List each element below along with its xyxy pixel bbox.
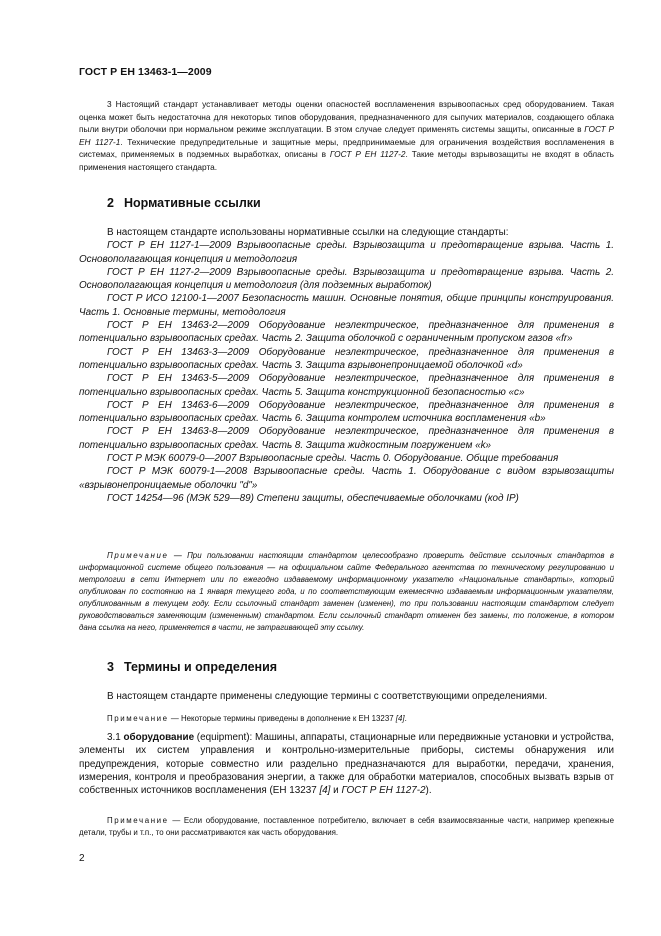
note-label: Примечание [107,816,169,825]
note-ref: [4] [395,714,405,723]
normative-ref: ГОСТ Р ЕН 13463-5—2009 Оборудование неэлектрическое, предназначенное для применения в потенциально взрывоопасных средах. Часть 5. Защита конструкционной безопасностью «c» [79,373,614,398]
section-3-heading [107,660,277,674]
document-header: ГОСТ Р ЕН 13463-1—2009 [79,66,212,78]
term-def-c: ). [425,785,432,797]
normative-ref: ГОСТ Р МЭК 60079-0—2007 Взрывоопасные среды. Часть 0. Оборудование. Общие требования [107,453,559,465]
normative-ref: ГОСТ Р ЕН 1127-1—2009 Взрывоопасные среды. Взрывозащита и предотвращение взрыва. Часть 1. Основополагающая концепция и методология [79,240,614,265]
note-label: Примечание [107,714,169,723]
normative-ref: ГОСТ Р ЕН 13463-3—2009 Оборудование неэлектрическое, предназначенное для применения в потенциально взрывоопасных средах. Часть 3. Защита взрывонепроницаемой оболочкой «d» [79,346,614,371]
term-ref-1: [4] [319,785,331,797]
section-2-number: 2 [107,196,114,210]
term-def-a: Машины, аппараты, стационарные или передвижные установки и устройства, элементы их систем управления и контрольно-измерительные приборы, системы обнаружения или предупреждения, которые совместно или раздельно предназначаются для выработки, передачи, хранения, измерения, контроля и преобразования энергии, а также для обработки материалов, способных вызвать взрыв от собственных источников воспламенения (ЕН 13237 [79,732,614,797]
section-2-title: Нормативные ссылки [123,196,261,210]
normative-ref: ГОСТ Р ИСО 12100-1—2007 Безопасность машин. Основные понятия, общие принципы конструирования. Часть 1. Основные термины, методология [79,293,614,318]
intro-ref-2: ГОСТ Р ЕН 1127-2 [329,149,406,159]
intro-text-b: . Технические предупредительные и защитные меры, предпринимаемые для ограничения воздействия воспламенения в системах, применяемых в подземных выработках, описаны в [79,136,614,159]
term-ref-2: ГОСТ Р ЕН 1127-2 [341,785,426,797]
section-3-note-2 [79,815,614,839]
intro-text-c: . Такие методы взрывозащиты не входят в область применения настоящего стандарта. [79,149,614,172]
term-english: (equipment): [194,732,253,743]
page-number: 2 [79,853,85,864]
normative-ref: ГОСТ Р ЕН 1127-2—2009 Взрывоопасные среды. Взрывозащита и предотвращение взрыва. Часть 2. Основополагающая концепция и методология (для подземных выработок) [79,266,614,292]
normative-ref: ГОСТ Р МЭК 60079-1—2008 Взрывоопасные среды. Часть 1. Оборудование с видом взрывозащиты «взрывонепроницаемые оболочки "d"» [79,466,614,491]
normative-ref: ГОСТ Р ЕН 13463-6—2009 Оборудование неэлектрическое, предназначенное для применения в потенциально взрывоопасных средах. Часть 6. Защита контролем источника воспламенения «b» [79,399,614,425]
note-label: Примечание [107,551,169,560]
normative-ref: ГОСТ 14254—96 (МЭК 529—89) Степени защиты, обеспечиваемые оболочками (код IP) [107,492,519,504]
section-2-heading [107,196,261,210]
section-3-number: 3 [107,660,114,674]
normative-ref: ГОСТ Р ЕН 13463-2—2009 Оборудование неэлектрическое, предназначенное для применения в потенциально взрывоопасных средах. Часть 2. Защита оболочкой с ограниченным пропуском газов «fr» [79,320,614,345]
term-def-b: и [330,785,342,797]
section-3-lead: В настоящем стандарте применены следующие термины с соответствующими определениями. [107,691,548,702]
intro-ref-1: ГОСТ Р ЕН 1127-1 [79,124,614,147]
note-end: . [404,714,407,723]
section-3-note-1 [79,713,614,725]
note-text: — При пользовании настоящим стандартом целесообразно проверить действие ссылочных стандартов в информационной системе общего пользования — на официальном сайте Федерального агентства по техническому регулированию и метрологии в сети Интернет или по ежегодно издаваемому информационному указателю «Национальные стандарты», который опубликован по состоянию на 1 января текущего года, и по соответствующим ежемесячно издаваемым информационным указателям, опубликованным в текущем году. Если ссылочный стандарт заменен (изменен), то при пользовании настоящим стандартом следует руководствоваться заменяющим (измененным) стандартом. Если ссылочный стандарт отменен без замены, то положение, в котором дана ссылка на него, применяется в части, не затрагивающей эту ссылку. [79,551,614,632]
normative-ref: ГОСТ Р ЕН 13463-8—2009 Оборудование неэлектрическое, предназначенное для применения в потенциально взрывоопасных средах. Часть 8. Защита жидкостным погружением «k» [79,426,614,451]
intro-paragraph [79,98,614,173]
section-2-lead: В настоящем стандарте использованы нормативные ссылки на следующие стандарты: [107,227,509,238]
term-number: 3.1 [107,732,124,743]
section-3-title: Термины и определения [123,660,278,674]
note-text: — Если оборудование, поставленное потребителю, включает в себя взаимосвязанные части, например крепежные детали, трубы и т.п., то они рассматриваются как часть оборудования. [79,816,614,837]
term-name: оборудование [123,732,195,743]
term-definition [79,731,614,797]
note-text: — Некоторые термины приведены в дополнение к ЕН 13237 [168,714,396,723]
intro-text-a: 3 Настоящий стандарт устанавливает методы оценки опасностей воспламенения взрывоопасных сред оборудованием. Такая оценка может быть недостаточна для некоторых типов оборудования, предназначенного для сыпучих материалов, создающего облака пыли внутри оболочки при нормальном режиме эксплуатации. В этом случае следует применять системы защиты, описанные в [79,99,614,134]
section-2-note [79,550,614,634]
section-2-body [79,226,614,505]
